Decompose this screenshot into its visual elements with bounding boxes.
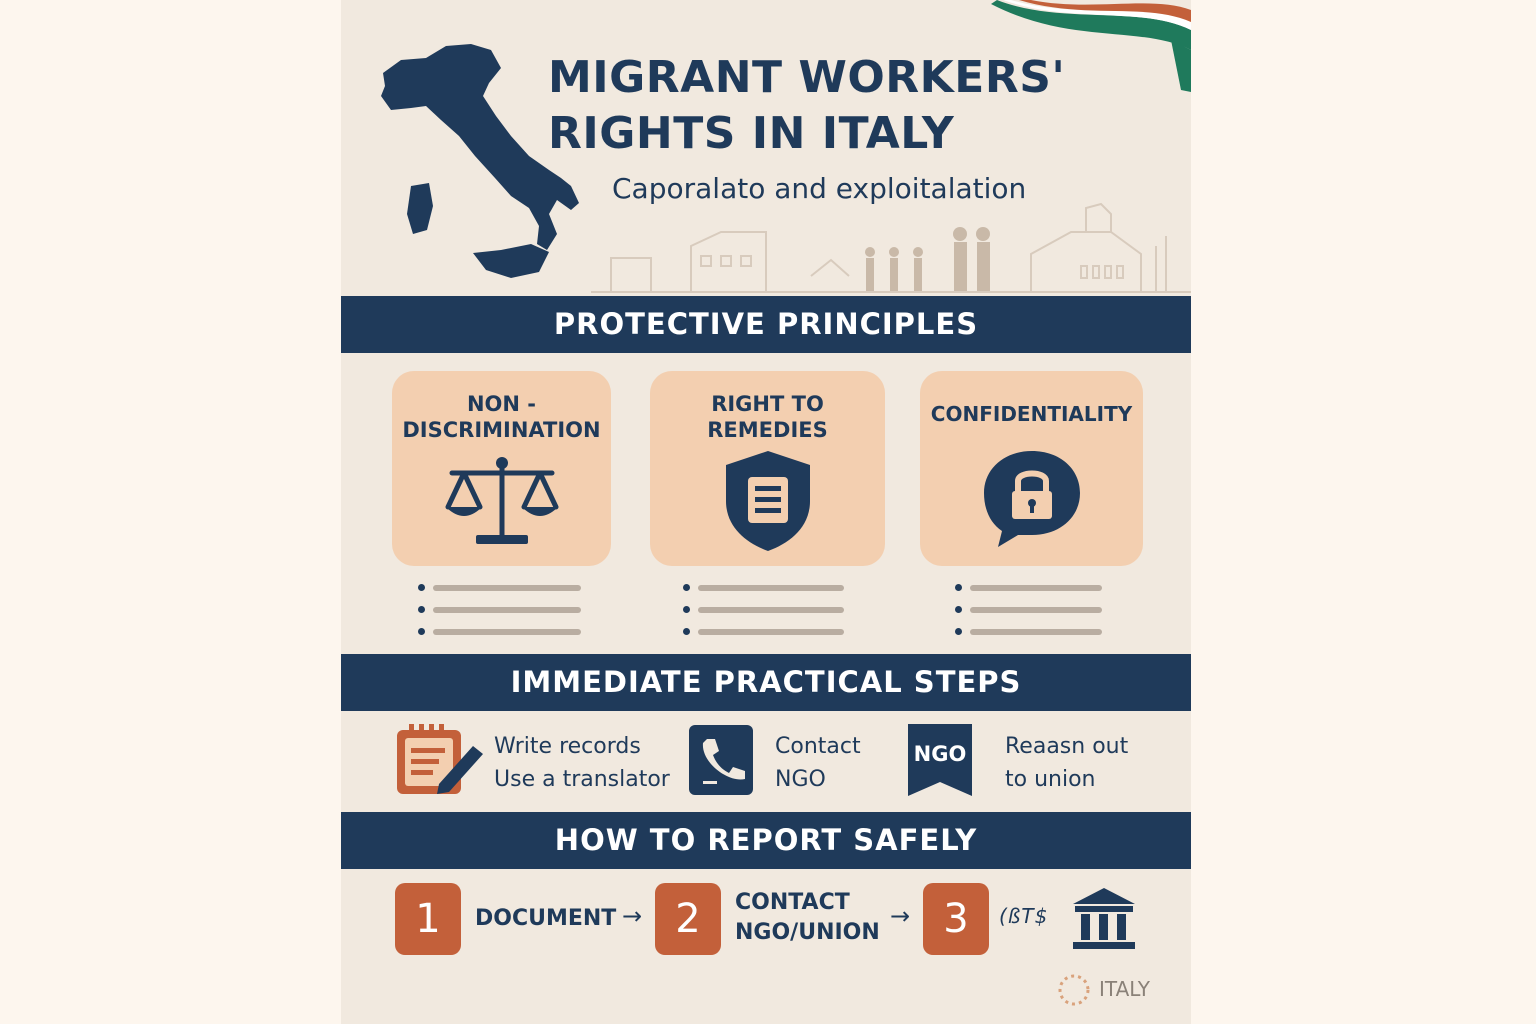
section-header-report: HOW TO REPORT SAFELY: [341, 812, 1191, 869]
title-line-2: RIGHTS IN ITALY: [548, 108, 955, 159]
principle-bullets-3: [955, 578, 1120, 644]
principle-card-confidentiality: [920, 371, 1143, 566]
principle-bullets-2: [683, 578, 848, 644]
section-header-steps: IMMEDIATE PRACTICAL STEPS: [341, 654, 1191, 711]
section-header-principles: PROTECTIVE PRINCIPLES: [341, 296, 1191, 353]
step-text-union: Reaasn out to union: [1005, 734, 1129, 792]
principle-card-non-discrimination: [392, 371, 611, 566]
step-text-records: Write records Use a translator: [494, 734, 670, 792]
scales-icon: [442, 455, 562, 547]
principle-label: NON - DISCRIMINATION: [402, 392, 601, 442]
courthouse-icon: [1071, 886, 1137, 950]
title-line-1: MIGRANT WORKERS': [548, 52, 1066, 103]
ngo-badge-text: NGO: [913, 742, 967, 766]
arrow-right-icon: →: [890, 902, 911, 930]
step-text-contact: Contact NGO: [775, 734, 861, 792]
village-illustration-icon: [591, 196, 1191, 296]
arrow-right-icon: →: [622, 902, 643, 930]
report-step-number-2: 2: [655, 883, 721, 955]
principle-card-right-to-remedies: [650, 371, 885, 566]
ngo-banner-icon: [908, 724, 972, 796]
page-title: [548, 50, 1065, 162]
report-step-number-1: 1: [395, 883, 461, 955]
report-step-label-2: CONTACT NGO/UNION: [735, 890, 880, 945]
report-step-label-1: DOCUMENT: [475, 906, 617, 931]
report-step-symbols: (ßT$: [999, 904, 1049, 928]
stars-ring-icon: [1057, 973, 1091, 1007]
principle-bullets-1: [418, 578, 583, 644]
lock-chat-icon: [980, 447, 1084, 549]
shield-document-icon: [722, 449, 814, 553]
report-step-number-3: 3: [923, 883, 989, 955]
principle-label: CONFIDENTIALITY: [930, 402, 1133, 426]
principle-label: RIGHT TO REMEDIES: [707, 392, 828, 442]
infographic-poster: [341, 0, 1191, 1024]
notepad-pencil-icon: [395, 722, 485, 798]
footer-label: ITALY: [1099, 977, 1150, 1001]
phone-icon: [689, 725, 753, 795]
page-subtitle: Caporalato and exploitalation: [612, 172, 1027, 205]
